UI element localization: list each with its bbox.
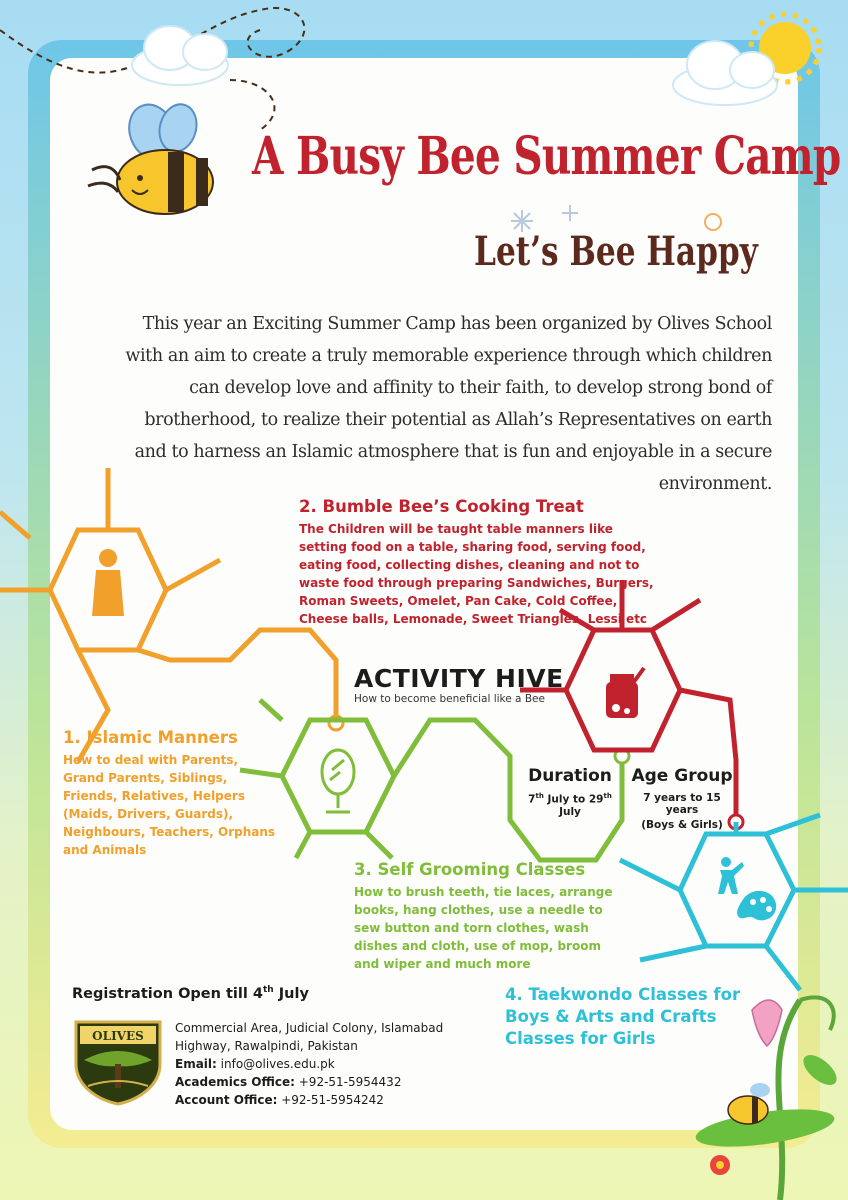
logo-text: OLIVES bbox=[92, 1029, 144, 1043]
taekwondo-hexagon bbox=[620, 815, 848, 990]
activity-line: and wiper and much more bbox=[354, 957, 531, 971]
activity-line: waste food through preparing Sandwiches, Burgers, bbox=[299, 576, 654, 590]
hive-subtitle: How to become beneficial like a Bee bbox=[354, 693, 545, 705]
email-line: Email: info@olives.edu.pk bbox=[175, 1057, 335, 1071]
activity-3 bbox=[354, 860, 612, 973]
duration-label: Duration bbox=[528, 766, 612, 786]
activity-line: Roman Sweets, Omelet, Pan Cake, Cold Coffee, bbox=[299, 594, 618, 608]
activity-heading: Classes for Girls bbox=[505, 1029, 656, 1048]
activity-2 bbox=[299, 497, 654, 628]
karate-icon bbox=[718, 857, 744, 894]
activity-line: sew button and torn clothes, wash bbox=[354, 921, 589, 935]
email-link[interactable]: info@olives.edu.pk bbox=[220, 1057, 335, 1071]
camp-subtitle: Let’s Bee Happy bbox=[474, 228, 758, 275]
islamic-manners-hexagon bbox=[0, 468, 336, 762]
activity-1 bbox=[63, 728, 275, 859]
activity-heading: 4. Taekwondo Classes for bbox=[505, 985, 741, 1004]
activity-line: How to deal with Parents, bbox=[63, 753, 239, 767]
activity-line: Cheese balls, Lemonade, Sweet Triangles, Lessi etc bbox=[299, 612, 648, 626]
address-line: Highway, Rawalpindi, Pakistan bbox=[175, 1039, 358, 1053]
activity-heading: 2. Bumble Bee’s Cooking Treat bbox=[299, 497, 584, 516]
activity-line: eating food, collecting dishes, cleaning and not to bbox=[299, 558, 640, 572]
age-group-range: 7 years to 15 years bbox=[643, 792, 721, 816]
olives-logo bbox=[74, 1020, 162, 1106]
activity-line: (Maids, Drivers, Guards), bbox=[63, 807, 234, 821]
activity-heading: 1. Islamic Manners bbox=[63, 728, 238, 747]
age-group-note: (Boys & Girls) bbox=[641, 819, 723, 831]
academics-line: Academics Office: +92-51-5954432 bbox=[175, 1075, 402, 1089]
address-line: Commercial Area, Judicial Colony, Islamabad bbox=[175, 1021, 444, 1035]
age-group-label: Age Group bbox=[631, 766, 733, 786]
activity-line: How to brush teeth, tie laces, arrange bbox=[354, 885, 613, 899]
activity-heading: 3. Self Grooming Classes bbox=[354, 860, 586, 879]
account-line: Account Office: +92-51-5954242 bbox=[175, 1093, 384, 1107]
activity-line: books, hang clothes, use a needle to bbox=[354, 903, 603, 917]
activity-4 bbox=[505, 984, 740, 1050]
person-icon bbox=[92, 549, 124, 616]
contact-info bbox=[175, 1019, 443, 1109]
activity-line: and Animals bbox=[63, 843, 147, 857]
activity-line: setting food on a table, sharing food, serving food, bbox=[299, 540, 646, 554]
activity-line: Neighbours, Teachers, Orphans bbox=[63, 825, 276, 839]
intro-paragraph: This year an Exciting Summer Camp has been organized by Olives School with an aim to create a truly memorable experience through which children can develop love and affinity to their faith, to develop strong bond of brotherhood, to realize their potential as Allah’s Representatives on earth and to harness an Islamic atmosphere that is fun and enjoyable in a secure environment. bbox=[125, 314, 772, 494]
palette-icon bbox=[737, 891, 776, 920]
registration-notice: Registration Open till 4th July bbox=[72, 985, 309, 1002]
activity-line: The Children will be taught table manners like bbox=[299, 522, 613, 536]
jar-icon bbox=[606, 668, 644, 718]
mirror-icon bbox=[322, 750, 354, 812]
activity-line: Grand Parents, Siblings, bbox=[63, 771, 228, 785]
age-group-box bbox=[626, 766, 738, 831]
activity-heading: Boys & Arts and Crafts bbox=[505, 1007, 717, 1026]
camp-title: A Busy Bee Summer Camp bbox=[252, 126, 841, 187]
activity-line: Friends, Relatives, Helpers bbox=[63, 789, 245, 803]
hive-title: ACTIVITY HIVE bbox=[354, 664, 564, 693]
activity-hive-heading bbox=[354, 664, 564, 705]
duration-value: 7th July to 29th July bbox=[528, 792, 612, 818]
activity-line: dishes and cloth, use of mop, broom bbox=[354, 939, 601, 953]
duration-box bbox=[518, 766, 622, 818]
